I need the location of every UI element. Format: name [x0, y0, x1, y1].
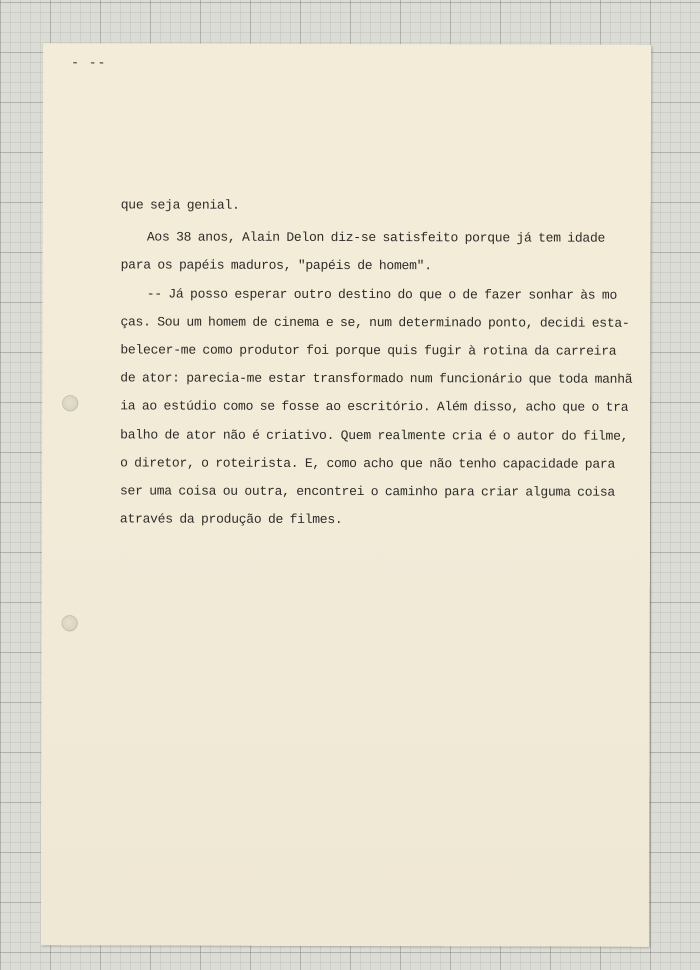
text-line: o diretor, o roteirista. E, como acho que não tenho capacidade para: [120, 455, 616, 472]
typewritten-page: [41, 43, 651, 947]
text-line: belecer-me como produtor foi porque quis fugir à rotina da carreira: [120, 342, 617, 359]
text-line: ças. Sou um homem de cinema e se, num determinado ponto, decidi esta-: [120, 314, 630, 331]
text-line: que seja genial.: [120, 197, 240, 213]
text-line: balho de ator não é criativo. Quem realmente cria é o autor do filme,: [120, 426, 629, 444]
text-line: Aos 38 anos, Alain Delon diz-se satisfeito porque já tem idade: [120, 229, 606, 246]
body-text: [119, 191, 633, 535]
punch-hole-icon: [62, 395, 78, 411]
text-line: ser uma coisa ou outra, encontrei o caminho para criar alguma coisa: [119, 483, 615, 500]
text-line: para os papéis maduros, "papéis de homem".: [120, 257, 432, 274]
text-line: através da produção de filmes.: [119, 511, 343, 528]
page-marker: - --: [71, 55, 107, 71]
text-line: ia ao estúdio como se fosse ao escritório. Além disso, acho que o tra: [120, 398, 629, 416]
punch-hole-icon: [62, 615, 78, 631]
text-line: -- Já posso esperar outro destino do que o de fazer sonhar às mo: [120, 285, 618, 303]
text-line: de ator: parecia-me estar transformado num funcionário que toda manhã: [120, 370, 633, 387]
